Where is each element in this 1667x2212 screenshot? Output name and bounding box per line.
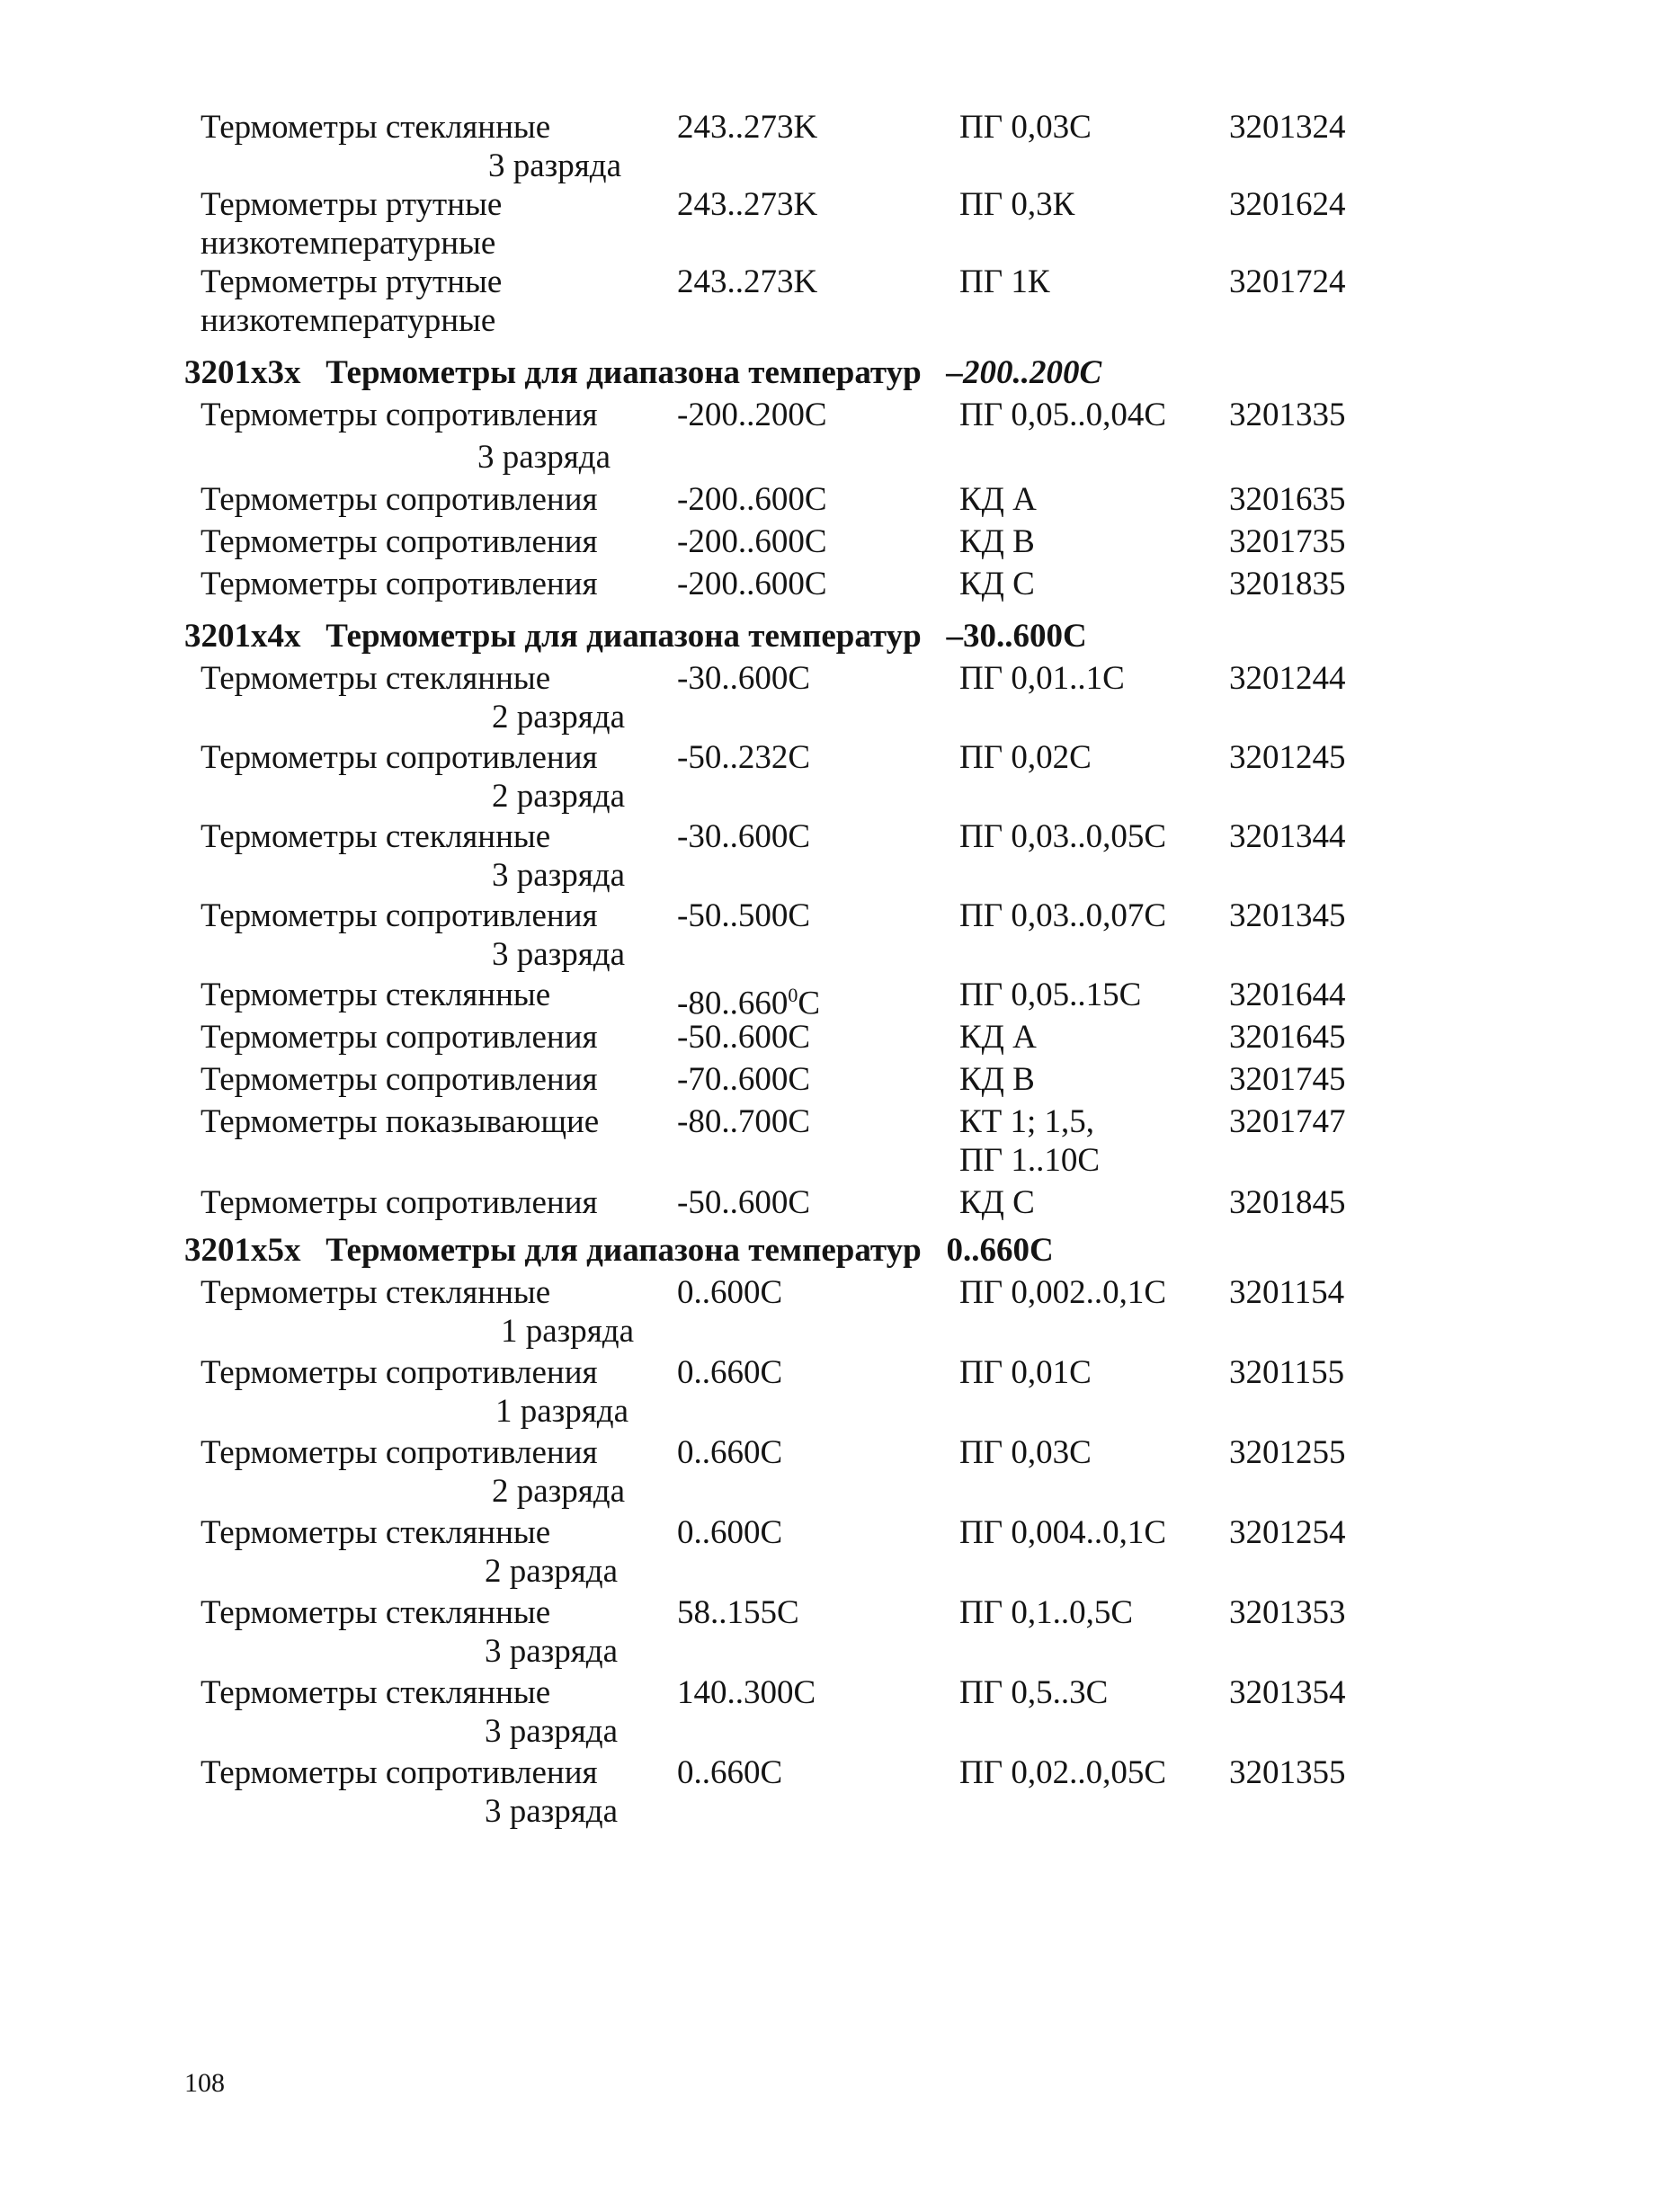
accuracy-class: КТ 1; 1,5, <box>959 1103 1095 1140</box>
instrument-name: Термометры ртутные <box>201 263 503 300</box>
temperature-range: 58..155С <box>677 1594 799 1631</box>
accuracy-class: ПГ 1К <box>959 263 1050 300</box>
section-heading <box>184 614 1380 659</box>
temperature-range: -50..600С <box>677 1019 810 1056</box>
table-row <box>184 263 1380 351</box>
accuracy-class: ПГ 0,004..0,1С <box>959 1514 1167 1551</box>
table-row <box>184 1183 1380 1228</box>
accuracy-class: КД В <box>959 523 1035 560</box>
instrument-name: Термометры стеклянные <box>201 109 551 146</box>
temperature-range: -80..660$^0$С <box>677 984 821 1022</box>
instrument-name: Термометры сопротивления <box>201 1061 598 1098</box>
instrument-name: Термометры стеклянные <box>201 1274 551 1311</box>
section-range: 0..660С <box>946 1232 1054 1269</box>
accuracy-class: ПГ 0,03..0,05С <box>959 818 1167 855</box>
instrument-name: Термометры сопротивления <box>201 1754 598 1791</box>
table-row <box>184 1102 1380 1183</box>
temperature-range: 0..660С <box>677 1434 783 1471</box>
table-row <box>184 1353 1380 1433</box>
instrument-name: Термометры сопротивления <box>201 1019 598 1056</box>
table-row <box>184 1273 1380 1353</box>
temperature-range: 243..273K <box>677 263 818 300</box>
instrument-grade: 2 разряда <box>492 699 626 736</box>
table-row <box>184 522 1380 565</box>
section-heading <box>184 351 1380 396</box>
instrument-subtitle: низкотемпературные <box>201 302 496 339</box>
temperature-range: -50..232С <box>677 739 810 776</box>
accuracy-class: ПГ 0,1..0,5С <box>959 1594 1134 1631</box>
accuracy-class: ПГ 0,02..0,05С <box>959 1754 1167 1791</box>
item-code: 3201254 <box>1229 1514 1346 1551</box>
table-row <box>184 659 1380 738</box>
item-code: 3201345 <box>1229 897 1346 934</box>
accuracy-class: ПГ 0,3К <box>959 186 1075 223</box>
instrument-name: Термометры сопротивления <box>201 397 598 433</box>
item-code: 3201244 <box>1229 660 1346 697</box>
instrument-grade: 2 разряда <box>492 1473 626 1510</box>
temperature-range: -30..600С <box>677 660 810 697</box>
temperature-range: -200..600С <box>677 523 827 560</box>
item-code: 3201747 <box>1229 1103 1346 1140</box>
table-row <box>184 738 1380 817</box>
temperature-range: -50..600С <box>677 1184 810 1221</box>
item-code: 3201324 <box>1229 109 1346 146</box>
section-range: –200..200С <box>946 354 1102 391</box>
instrument-name: Термометры сопротивления <box>201 481 598 518</box>
table-row <box>184 1753 1380 1833</box>
temperature-range: -200..600С <box>677 566 827 602</box>
instrument-name: Термометры сопротивления <box>201 1354 598 1391</box>
item-code: 3201645 <box>1229 1019 1346 1056</box>
section-title: Термометры для диапазона температур <box>325 618 922 655</box>
accuracy-class: ПГ 0,05..0,04С <box>959 397 1167 433</box>
instrument-name: Термометры стеклянные <box>201 1514 551 1551</box>
item-code: 3201835 <box>1229 566 1346 602</box>
instrument-grade: 2 разряда <box>492 778 626 815</box>
table-row <box>184 1018 1380 1060</box>
temperature-range: -80..700С <box>677 1103 810 1140</box>
instrument-name: Термометры ртутные <box>201 186 503 223</box>
instrument-grade: 1 разряда <box>495 1393 629 1430</box>
accuracy-class: КД А <box>959 1019 1037 1056</box>
instrument-name: Термометры стеклянные <box>201 1594 551 1631</box>
accuracy-class: КД С <box>959 1184 1035 1221</box>
temperature-range: 0..600С <box>677 1514 783 1551</box>
instrument-name: Термометры сопротивления <box>201 1184 598 1221</box>
item-code: 3201255 <box>1229 1434 1346 1471</box>
table-row <box>184 185 1380 263</box>
instrument-grade: 3 разряда <box>477 439 611 476</box>
instrument-grade: 3 разряда <box>488 147 622 184</box>
table-row <box>184 976 1380 1022</box>
section-range: –30..600С <box>946 618 1087 655</box>
instrument-grade: 3 разряда <box>485 1633 619 1670</box>
table-row <box>184 1513 1380 1593</box>
table-row <box>184 396 1380 480</box>
instrument-grade: 3 разряда <box>492 857 626 894</box>
instrument-name: Термометры стеклянные <box>201 1674 551 1711</box>
instrument-grade: 3 разряда <box>485 1713 619 1750</box>
section-title: Термометры для диапазона температур <box>325 354 922 391</box>
table-row <box>184 1060 1380 1102</box>
accuracy-class: ПГ 0,002..0,1С <box>959 1274 1167 1311</box>
accuracy-class: ПГ 0,03..0,07С <box>959 897 1167 934</box>
temperature-range: 243..273K <box>677 109 818 146</box>
instrument-name: Термометры стеклянные <box>201 977 551 1013</box>
item-code: 3201355 <box>1229 1754 1346 1791</box>
accuracy-class: ПГ 0,01..1С <box>959 660 1125 697</box>
instrument-grade: 3 разряда <box>492 936 626 973</box>
item-code: 3201735 <box>1229 523 1346 560</box>
section-heading <box>184 1228 1380 1273</box>
item-code: 3201724 <box>1229 263 1346 300</box>
table-row <box>184 1433 1380 1513</box>
table-row <box>184 565 1380 614</box>
temperature-range: -70..600С <box>677 1061 810 1098</box>
instrument-name: Термометры сопротивления <box>201 739 598 776</box>
section-code: 3201х4х <box>184 618 301 655</box>
table-row <box>184 108 1380 185</box>
accuracy-class: ПГ 0,03С <box>959 109 1092 146</box>
page-number: 108 <box>184 2068 225 2098</box>
table-row <box>184 480 1380 522</box>
item-code: 3201644 <box>1229 977 1346 1013</box>
section-code: 3201х5х <box>184 1232 301 1269</box>
table-row <box>184 1673 1380 1753</box>
temperature-range: 243..273K <box>677 186 818 223</box>
instrument-name: Термометры сопротивления <box>201 1434 598 1471</box>
instrument-name: Термометры сопротивления <box>201 523 598 560</box>
temperature-range: 0..600С <box>677 1274 783 1311</box>
temperature-range: -30..600С <box>677 818 810 855</box>
item-code: 3201635 <box>1229 481 1346 518</box>
item-code: 3201745 <box>1229 1061 1346 1098</box>
accuracy-class: КД А <box>959 481 1037 518</box>
accuracy-class-line2: ПГ 1..10С <box>959 1142 1101 1179</box>
accuracy-class: ПГ 0,02С <box>959 739 1092 776</box>
item-code: 3201155 <box>1229 1354 1345 1391</box>
temperature-range: -200..600С <box>677 481 827 518</box>
accuracy-class: ПГ 0,05..15С <box>959 977 1142 1013</box>
temperature-range: 0..660С <box>677 1354 783 1391</box>
instrument-grade: 2 разряда <box>485 1553 619 1590</box>
instrument-name: Термометры сопротивления <box>201 897 598 934</box>
instrument-name: Термометры стеклянные <box>201 660 551 697</box>
accuracy-class: ПГ 0,5..3С <box>959 1674 1109 1711</box>
accuracy-class: ПГ 0,03С <box>959 1434 1092 1471</box>
table-row <box>184 1593 1380 1673</box>
item-code: 3201845 <box>1229 1184 1346 1221</box>
temperature-range: -200..200С <box>677 397 827 433</box>
instrument-name: Термометры стеклянные <box>201 818 551 855</box>
instrument-name: Термометры показывающие <box>201 1103 600 1140</box>
item-code: 3201154 <box>1229 1274 1345 1311</box>
item-code: 3201344 <box>1229 818 1346 855</box>
instrument-subtitle: низкотемпературные <box>201 225 496 262</box>
thermometer-table <box>184 108 1380 1833</box>
temperature-range: 140..300С <box>677 1674 816 1711</box>
temperature-range: -50..500С <box>677 897 810 934</box>
section-title: Термометры для диапазона температур <box>325 1232 922 1269</box>
table-row <box>184 896 1380 976</box>
instrument-name: Термометры сопротивления <box>201 566 598 602</box>
item-code: 3201245 <box>1229 739 1346 776</box>
item-code: 3201624 <box>1229 186 1346 223</box>
item-code: 3201353 <box>1229 1594 1346 1631</box>
item-code: 3201335 <box>1229 397 1346 433</box>
accuracy-class: КД В <box>959 1061 1035 1098</box>
accuracy-class: ПГ 0,01С <box>959 1354 1092 1391</box>
temperature-range: 0..660С <box>677 1754 783 1791</box>
item-code: 3201354 <box>1229 1674 1346 1711</box>
instrument-grade: 3 разряда <box>485 1793 619 1830</box>
section-code: 3201х3х <box>184 354 301 391</box>
degree-sign: 0 <box>788 984 798 1006</box>
table-row <box>184 817 1380 896</box>
instrument-grade: 1 разряда <box>501 1313 635 1350</box>
accuracy-class: КД С <box>959 566 1035 602</box>
